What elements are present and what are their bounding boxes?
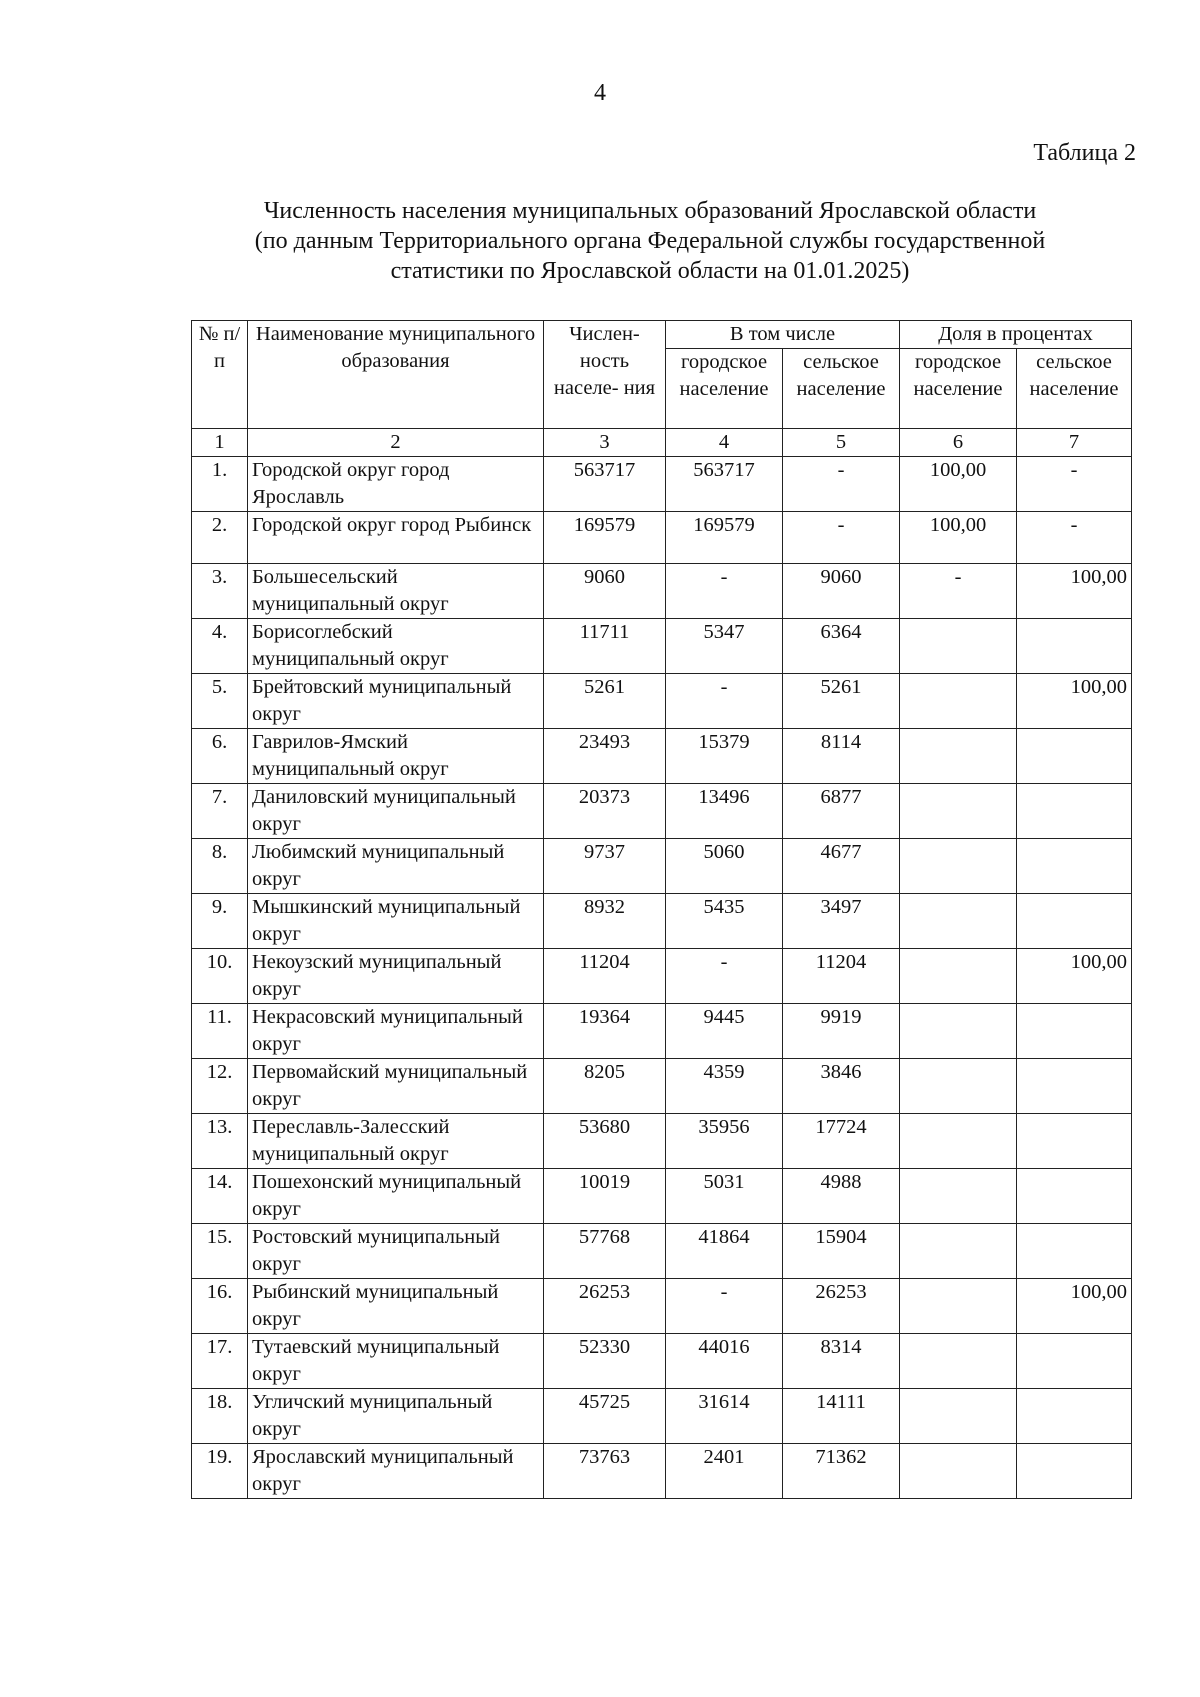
rural-percent — [1017, 1389, 1132, 1444]
row-number: 19. — [192, 1444, 248, 1499]
rural-population: 26253 — [783, 1279, 900, 1334]
rural-population: 3497 — [783, 894, 900, 949]
row-number: 11. — [192, 1004, 248, 1059]
table-row — [192, 674, 1132, 729]
header-share: Доля в процентах — [900, 321, 1132, 349]
row-number: 10. — [192, 949, 248, 1004]
municipality-name: Некоузский муниципальный округ — [248, 949, 544, 1004]
rural-percent: 100,00 — [1017, 949, 1132, 1004]
table-row — [192, 457, 1132, 512]
urban-population: 41864 — [666, 1224, 783, 1279]
rural-percent — [1017, 1004, 1132, 1059]
total-population: 9060 — [544, 564, 666, 619]
table-row — [192, 894, 1132, 949]
urban-population: 9445 — [666, 1004, 783, 1059]
municipality-name: Брейтовский муниципальный округ — [248, 674, 544, 729]
rural-population: 9060 — [783, 564, 900, 619]
municipality-name: Любимский муниципальный округ — [248, 839, 544, 894]
header-including: В том числе — [666, 321, 900, 349]
row-number: 18. — [192, 1389, 248, 1444]
urban-population: - — [666, 1279, 783, 1334]
table-row — [192, 1169, 1132, 1224]
urban-population: 15379 — [666, 729, 783, 784]
page-number: 4 — [594, 80, 606, 106]
urban-population: 35956 — [666, 1114, 783, 1169]
rural-population: 8114 — [783, 729, 900, 784]
urban-population: 13496 — [666, 784, 783, 839]
rural-percent — [1017, 729, 1132, 784]
urban-percent — [900, 674, 1017, 729]
total-population: 26253 — [544, 1279, 666, 1334]
rural-population: - — [783, 512, 900, 564]
table-row — [192, 949, 1132, 1004]
total-population: 9737 — [544, 839, 666, 894]
municipality-name: Мышкинский муниципальный округ — [248, 894, 544, 949]
row-number: 17. — [192, 1334, 248, 1389]
urban-percent: 100,00 — [900, 457, 1017, 512]
urban-percent — [900, 839, 1017, 894]
table-row — [192, 1279, 1132, 1334]
table-row — [192, 1334, 1132, 1389]
row-number: 4. — [192, 619, 248, 674]
urban-population: - — [666, 564, 783, 619]
table-row — [192, 619, 1132, 674]
row-number: 8. — [192, 839, 248, 894]
column-index: 7 — [1017, 429, 1132, 457]
rural-population: 8314 — [783, 1334, 900, 1389]
rural-percent — [1017, 619, 1132, 674]
column-index-row — [192, 429, 1132, 457]
urban-percent — [900, 1224, 1017, 1279]
rural-population: 3846 — [783, 1059, 900, 1114]
urban-percent — [900, 1279, 1017, 1334]
rural-population: 17724 — [783, 1114, 900, 1169]
row-number: 1. — [192, 457, 248, 512]
urban-percent — [900, 1059, 1017, 1114]
rural-population: 14111 — [783, 1389, 900, 1444]
heading-line-2: (по данным Территориального органа Федеральной службы государственной — [254, 228, 1046, 254]
urban-percent — [900, 784, 1017, 839]
row-number: 12. — [192, 1059, 248, 1114]
table-row — [192, 729, 1132, 784]
row-number: 9. — [192, 894, 248, 949]
urban-percent — [900, 1169, 1017, 1224]
rural-population: 6877 — [783, 784, 900, 839]
municipality-name: Борисоглебский муниципальный округ — [248, 619, 544, 674]
heading-line-1: Численность населения муниципальных образований Ярославской области — [263, 198, 1037, 224]
header-row — [192, 321, 1132, 349]
row-number: 5. — [192, 674, 248, 729]
municipality-name: Городской округ город Ярославль — [248, 457, 544, 512]
total-population: 11204 — [544, 949, 666, 1004]
population-table — [191, 320, 1132, 1499]
rural-percent — [1017, 1169, 1132, 1224]
table-body — [192, 457, 1132, 1499]
municipality-name: Некрасовский муниципальный округ — [248, 1004, 544, 1059]
table-row — [192, 1004, 1132, 1059]
urban-percent — [900, 1389, 1017, 1444]
urban-population: 44016 — [666, 1334, 783, 1389]
urban-population: 4359 — [666, 1059, 783, 1114]
municipality-name: Рыбинский муниципальный округ — [248, 1279, 544, 1334]
rural-population: 15904 — [783, 1224, 900, 1279]
table-row — [192, 1224, 1132, 1279]
rural-percent — [1017, 839, 1132, 894]
table-row — [192, 512, 1132, 564]
rural-percent — [1017, 784, 1132, 839]
header-rural-pct: сельское население — [1017, 349, 1132, 429]
urban-percent: 100,00 — [900, 512, 1017, 564]
rural-population: 11204 — [783, 949, 900, 1004]
row-number: 15. — [192, 1224, 248, 1279]
municipality-name: Городской округ город Рыбинск — [248, 512, 544, 564]
table-row — [192, 1389, 1132, 1444]
rural-population: 9919 — [783, 1004, 900, 1059]
column-index: 1 — [192, 429, 248, 457]
heading-line-3: статистики по Ярославской области на 01.01.2025) — [390, 258, 910, 284]
rural-percent: 100,00 — [1017, 564, 1132, 619]
municipality-name: Гаврилов-Ямский муниципальный округ — [248, 729, 544, 784]
rural-population: 5261 — [783, 674, 900, 729]
urban-percent — [900, 1444, 1017, 1499]
total-population: 11711 — [544, 619, 666, 674]
urban-population: 31614 — [666, 1389, 783, 1444]
municipality-name: Угличский муниципальный округ — [248, 1389, 544, 1444]
municipality-name: Ростовский муниципальный округ — [248, 1224, 544, 1279]
total-population: 23493 — [544, 729, 666, 784]
municipality-name: Переславль-Залесский муниципальный округ — [248, 1114, 544, 1169]
total-population: 8205 — [544, 1059, 666, 1114]
rural-percent: 100,00 — [1017, 1279, 1132, 1334]
urban-population: - — [666, 674, 783, 729]
rural-population: 71362 — [783, 1444, 900, 1499]
total-population: 169579 — [544, 512, 666, 564]
municipality-name: Пошехонский муниципальный округ — [248, 1169, 544, 1224]
total-population: 57768 — [544, 1224, 666, 1279]
total-population: 19364 — [544, 1004, 666, 1059]
municipality-name: Первомайский муниципальный округ — [248, 1059, 544, 1114]
document-heading — [150, 196, 1150, 286]
column-index: 3 — [544, 429, 666, 457]
rural-percent: 100,00 — [1017, 674, 1132, 729]
row-number: 2. — [192, 512, 248, 564]
rural-population: 4677 — [783, 839, 900, 894]
table-row — [192, 1114, 1132, 1169]
header-rural: сельское население — [783, 349, 900, 429]
total-population: 20373 — [544, 784, 666, 839]
table-row — [192, 1059, 1132, 1114]
rural-percent — [1017, 1334, 1132, 1389]
urban-percent — [900, 1334, 1017, 1389]
table-row — [192, 784, 1132, 839]
rural-percent: - — [1017, 512, 1132, 564]
column-index: 5 — [783, 429, 900, 457]
municipality-name: Даниловский муниципальный округ — [248, 784, 544, 839]
urban-population: 563717 — [666, 457, 783, 512]
rural-population: 6364 — [783, 619, 900, 674]
rural-percent — [1017, 894, 1132, 949]
urban-percent — [900, 729, 1017, 784]
urban-percent — [900, 1114, 1017, 1169]
row-number: 7. — [192, 784, 248, 839]
table-row — [192, 564, 1132, 619]
rural-percent — [1017, 1114, 1132, 1169]
total-population: 73763 — [544, 1444, 666, 1499]
column-index: 6 — [900, 429, 1017, 457]
urban-population: 5031 — [666, 1169, 783, 1224]
header-urban-pct: городское население — [900, 349, 1017, 429]
urban-population: 5435 — [666, 894, 783, 949]
municipality-name: Ярославский муниципальный округ — [248, 1444, 544, 1499]
rural-percent — [1017, 1059, 1132, 1114]
rural-percent: - — [1017, 457, 1132, 512]
municipality-name: Тутаевский муниципальный округ — [248, 1334, 544, 1389]
total-population: 52330 — [544, 1334, 666, 1389]
total-population: 563717 — [544, 457, 666, 512]
urban-population: 5060 — [666, 839, 783, 894]
total-population: 45725 — [544, 1389, 666, 1444]
urban-percent — [900, 1004, 1017, 1059]
municipality-name: Большесельский муниципальный округ — [248, 564, 544, 619]
table-row — [192, 839, 1132, 894]
urban-population: - — [666, 949, 783, 1004]
table-row — [192, 1444, 1132, 1499]
rural-population: - — [783, 457, 900, 512]
table-label: Таблица 2 — [1033, 140, 1136, 166]
urban-population: 169579 — [666, 512, 783, 564]
row-number: 3. — [192, 564, 248, 619]
urban-population: 5347 — [666, 619, 783, 674]
row-number: 6. — [192, 729, 248, 784]
urban-percent — [900, 619, 1017, 674]
rural-percent — [1017, 1224, 1132, 1279]
total-population: 10019 — [544, 1169, 666, 1224]
total-population: 5261 — [544, 674, 666, 729]
header-urban: городское население — [666, 349, 783, 429]
urban-percent — [900, 894, 1017, 949]
column-index: 4 — [666, 429, 783, 457]
total-population: 53680 — [544, 1114, 666, 1169]
row-number: 14. — [192, 1169, 248, 1224]
total-population: 8932 — [544, 894, 666, 949]
urban-percent — [900, 949, 1017, 1004]
header-population: Числен- ность населе- ния — [544, 321, 666, 429]
urban-population: 2401 — [666, 1444, 783, 1499]
row-number: 13. — [192, 1114, 248, 1169]
column-index: 2 — [248, 429, 544, 457]
row-number: 16. — [192, 1279, 248, 1334]
rural-population: 4988 — [783, 1169, 900, 1224]
urban-percent: - — [900, 564, 1017, 619]
header-name: Наименование муниципального образования — [248, 321, 544, 429]
header-num: № п/п — [192, 321, 248, 429]
rural-percent — [1017, 1444, 1132, 1499]
